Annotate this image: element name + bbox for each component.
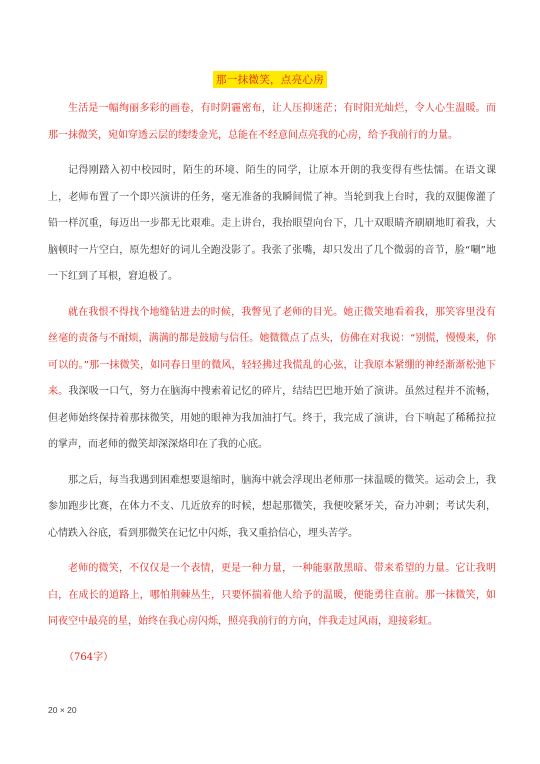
word-count: （764字）	[64, 651, 114, 663]
essay-paragraph	[48, 158, 496, 291]
paragraph-text: 那之后，每当我遇到困难想要退缩时，脑海中就会浮现出老师那一抹温暖的微笑。运动会上，我参加跑步比赛，在体力不支、几近放弃的时候，想起那微笑，我便咬紧牙关，奋力冲刺；考试失利，心情跌入谷底，看到那微笑在记忆中闪烁，我又重拾信心，埋头苦学。	[48, 474, 496, 539]
paragraph-text: 记得刚踏入初中校园时，陌生的环境、陌生的同学，让原本开朗的我变得有些怯懦。在语文课上，老师布置了一个即兴演讲的任务，毫无准备的我瞬间慌了神。当轮到我上台时，我的双腿像灌了铅一样沉重，每迈出一步都无比艰难。走上讲台，我抬眼望向台下，几十双眼睛齐刷刷地盯着我，大脑顿时一片空白，原先想好的词儿全跑没影了。我张了张嘴，却只发出了几个微弱的音节，脸“唰”地一下红到了耳根，窘迫极了。	[48, 165, 496, 282]
paragraph-text: 我深吸一口气，努力在脑海中搜索着记忆的碎片，结结巴巴地开始了演讲。虽然过程并不流畅，但老师始终保持着那抹微笑，用她的眼神为我加油打气。终于，我完成了演讲，台下响起了稀稀拉拉的掌声，而老师的微笑却深深烙印在了我的心底。	[48, 386, 497, 450]
paragraph-text: 生活是一幅绚丽多彩的画卷，有时阴霾密布，让人压抑迷茫；有时阳光灿烂，令人心生温暖。而那一抹微笑，宛如穿透云层的缕缕金光，总能在不经意间点亮我的心房，给予我前行的力量。	[48, 103, 496, 141]
paragraph-text: 老师的微笑，不仅仅是一个表情，更是一种力量，一种能驱散黑暗、带来希望的力量。它让我明白，在成长的道路上，哪怕荆棘丛生，只要怀揣着他人给予的温暖，便能勇往直前。那一抹微笑，如同夜空中最亮的星，始终在我心房闪烁，照亮我前行的方向，伴我走过风雨，迎接彩虹。	[48, 563, 496, 627]
essay-paragraph	[48, 300, 496, 459]
highlighted-text: 就在我恨不得找个地缝钻进去的时候，我瞥见了老师的目光。她正微笑地看着我，那笑容里没有丝毫的责备与不耐烦，满满的都是鼓励与信任。她微微点了点头，仿佛在对我说：“别慌，慢慢来，你可以的。”那一抹微笑，如同春日里的微风，轻轻拂过我慌乱的心弦，让我原本紧绷的神经渐渐松弛下来。	[48, 306, 496, 397]
essay-paragraph	[48, 96, 496, 149]
essay-title: 那一抹微笑，点亮心房	[213, 71, 327, 88]
essay-paragraph	[48, 556, 496, 636]
essay-body	[48, 96, 496, 680]
essay-paragraph	[48, 468, 496, 548]
grid-size-label: 20 × 20	[48, 705, 77, 715]
title-wrap	[0, 68, 540, 88]
